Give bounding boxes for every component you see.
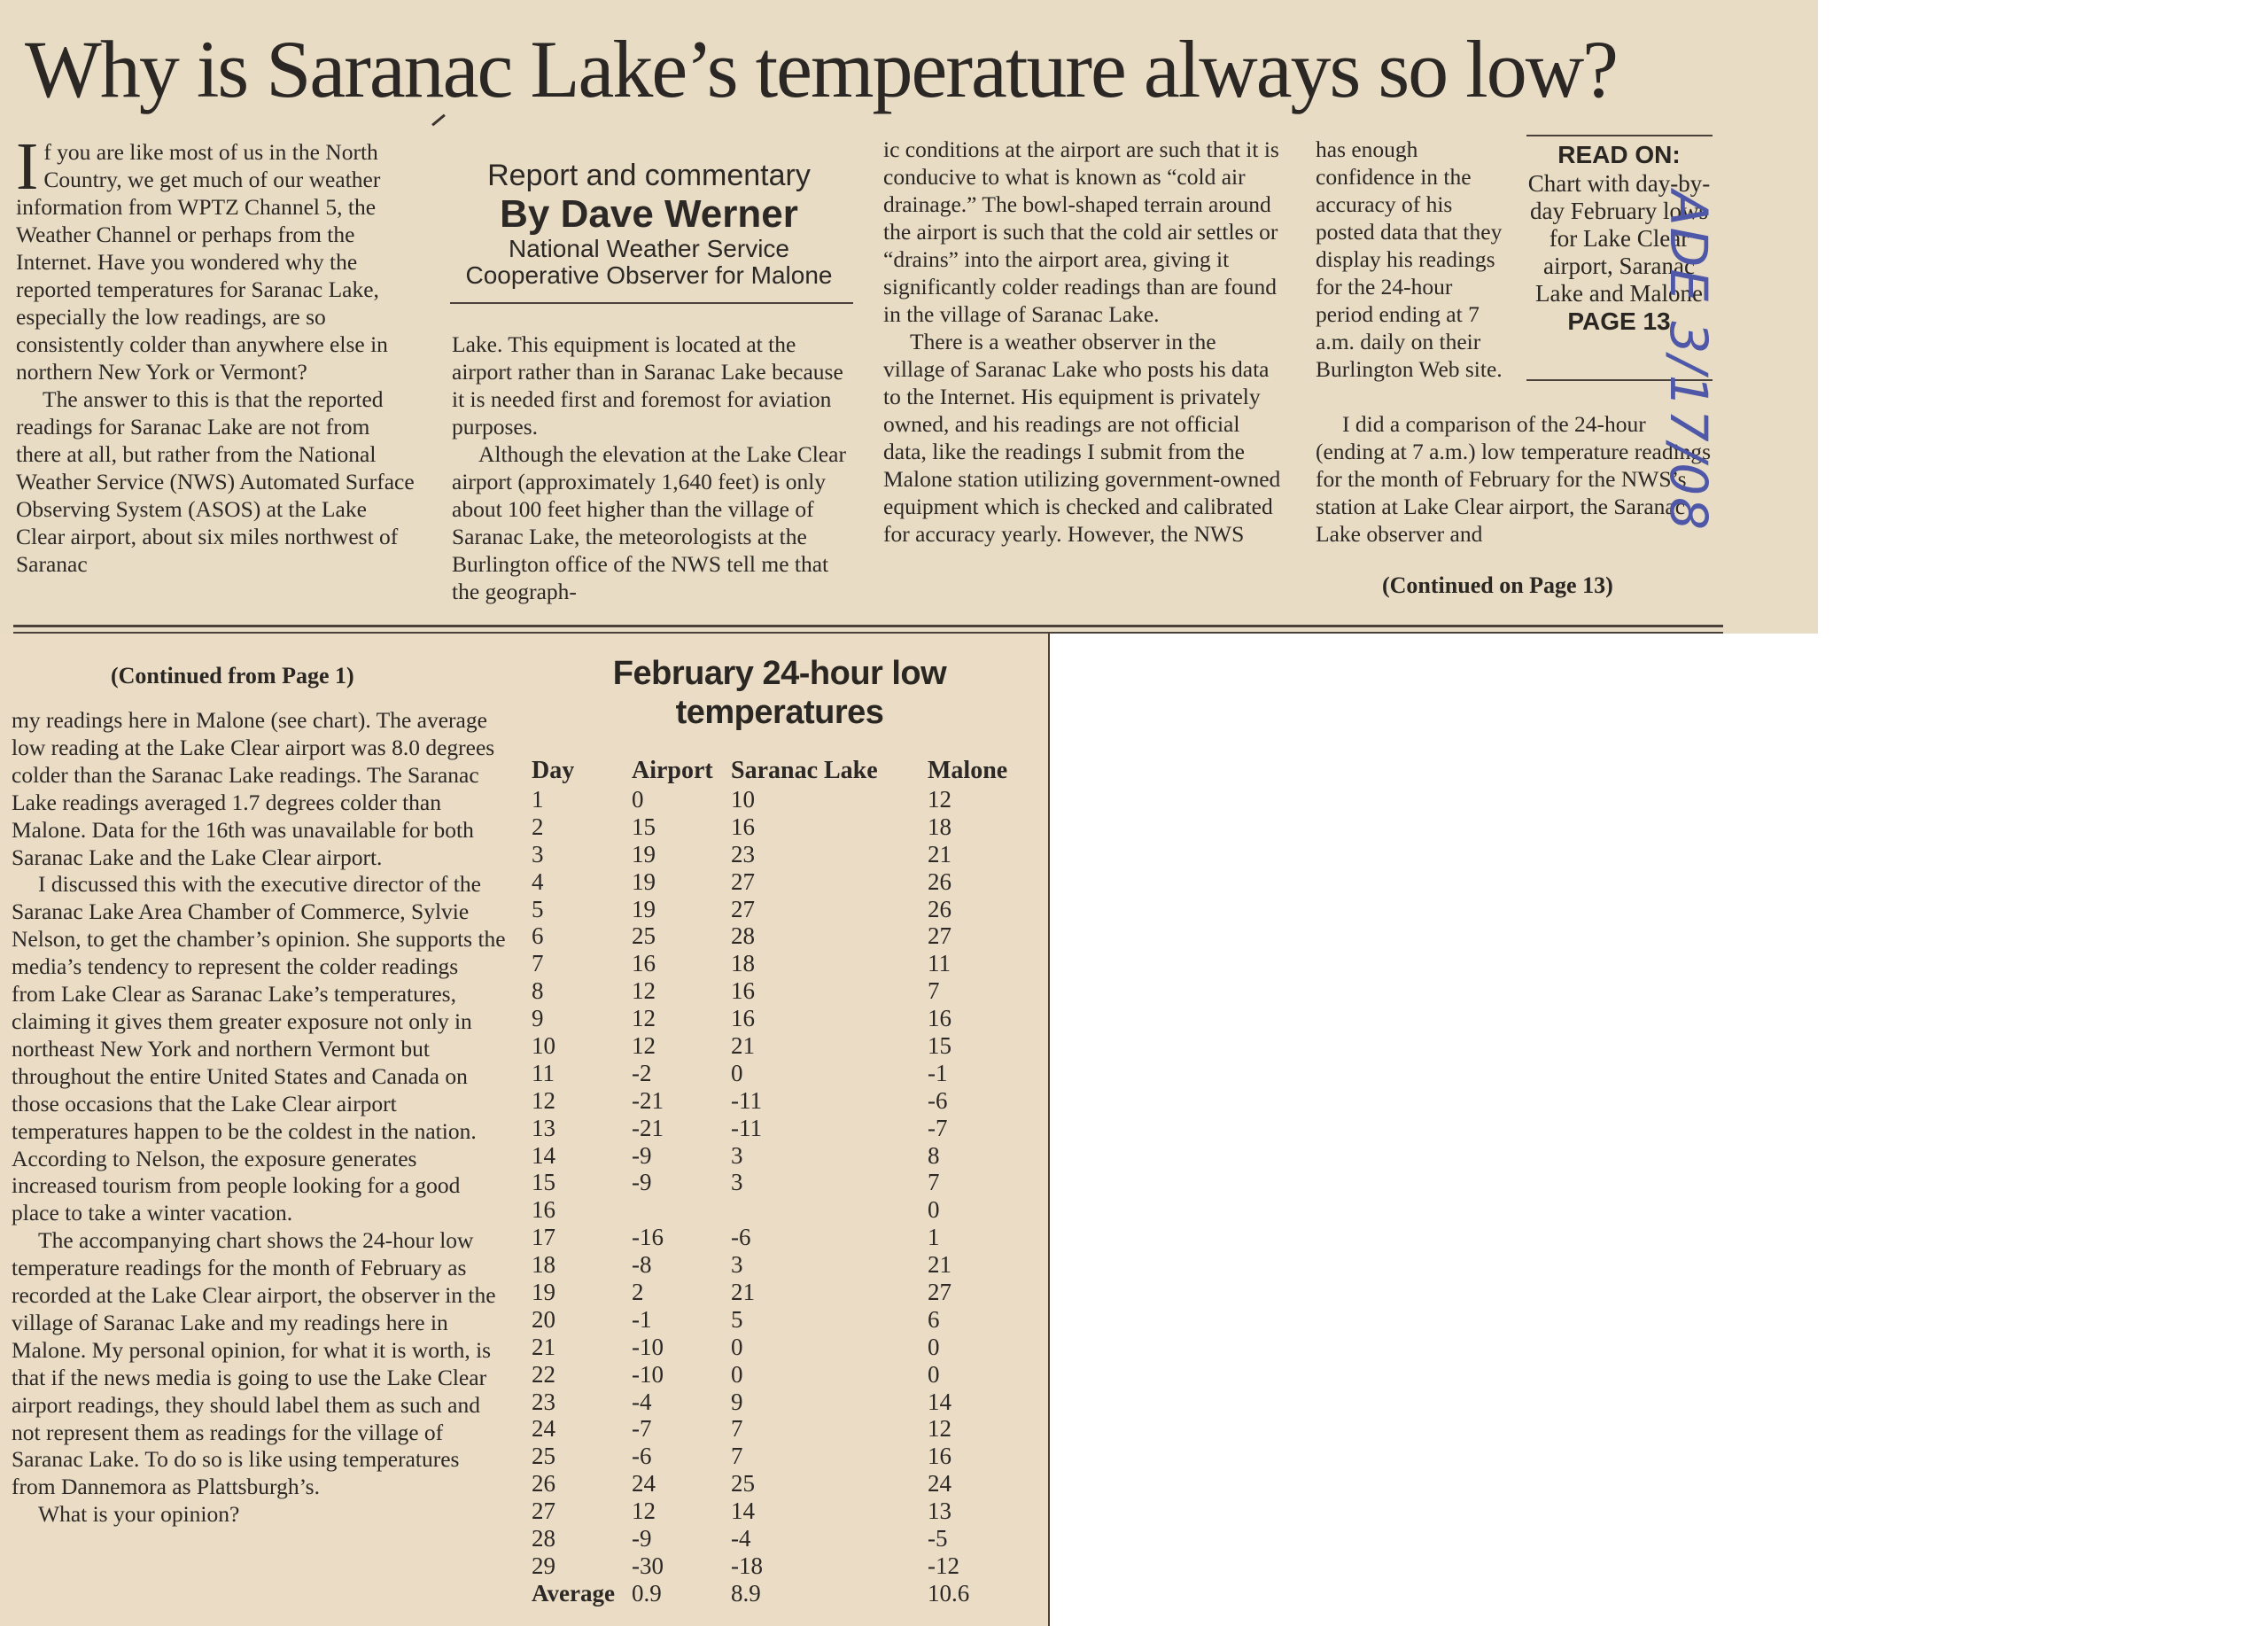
temperature-cell: 16 [928,1005,951,1032]
temperature-cell: 26 [928,895,951,922]
temperature-cell: 7 [731,1443,743,1470]
table-row [532,1032,1025,1060]
day-cell: 8 [532,977,544,1005]
paragraph [16,129,419,385]
paragraph: Lake. This equipment is located at the airport rather than in Saranac Lake because it is needed first and foremost for aviation purposes. [452,331,843,440]
temperature-cell [632,1196,731,1224]
temperature-cell: 19 [632,867,656,895]
temperature-cell: -9 [632,1525,652,1552]
day-cell: 12 [532,1086,555,1114]
table-row [532,922,1025,950]
temperature-cell: -1 [928,1059,948,1086]
temperature-cell: -4 [731,1525,751,1552]
day-cell: 6 [532,922,544,950]
day-cell: 10 [532,1032,555,1060]
temperature-cell: 16 [632,950,656,977]
temperature-cell: 21 [928,840,951,867]
temperature-cell: -6 [731,1224,751,1251]
temperature-cell: 0 [731,1059,743,1086]
table-row [532,841,1025,868]
temperature-cell: 24 [928,1470,951,1498]
temperature-cell: 16 [731,977,755,1005]
paragraph: I did a comparison of the 24-hour (ending at 7 a.m.) low temperature readings for the month of February for the NWS’s station at Lake Clear airport, the Saranac Lake observer and [1316,411,1712,547]
table-row [532,1196,1025,1224]
table-row [532,1115,1025,1142]
headline: Why is Saranac Lake’s temperature always so low? [25,24,1617,114]
day-cell: 23 [532,1388,555,1415]
table-row [532,1142,1025,1170]
temperature-cell: -12 [928,1552,959,1579]
day-cell: 28 [532,1525,555,1552]
temperature-cell: 14 [731,1498,755,1525]
table-row [532,1361,1025,1389]
temperature-cell: 16 [731,1005,755,1032]
table-row [532,1443,1025,1470]
temperature-cell: -9 [632,1141,652,1169]
day-cell: 26 [532,1470,555,1498]
temperature-cell: 1 [928,1224,940,1251]
temperature-cell: 12 [632,1498,656,1525]
table-row [532,1060,1025,1087]
temperature-cell: 3 [731,1169,743,1196]
day-cell: 1 [532,786,544,813]
temperature-cell: 5 [731,1305,743,1333]
day-cell: 16 [532,1196,555,1224]
table-row [532,813,1025,841]
temperature-cell: -6 [928,1086,948,1114]
table-row [532,950,1025,977]
temperature-cell: -21 [632,1086,664,1114]
temperature-cell: 27 [928,922,951,950]
dropcap: I [16,129,39,204]
paragraph: What is your opinion? [38,1501,240,1528]
temperature-cell: 12 [928,1415,951,1443]
temperature-cell: 0 [632,786,644,813]
temperature-cell: 23 [731,840,755,867]
paragraph: I discussed this with the executive director of the Saranac Lake Area Chamber of Commerce, Sylvie Nelson, to get the chamber’s opinion. She supports the media’s tendency to represent the colder readings from Lake Clear as Saranac Lake’s temperatures, claiming it gives them greater exposure not only in northeast New York and northern Vermont but throughout the entire United States and Canada on those occasions that the Lake Clear airport temperatures happen to be the coldest in the nation. According to Nelson, the exposure generates increased tourism from people looking for a good place to take a winter vacation. [12,871,506,1226]
temperature-cell: 10.6 [928,1579,970,1607]
temperature-cell: -2 [632,1059,652,1086]
temperature-cell: 21 [731,1032,755,1060]
temperature-cell: 9 [731,1388,743,1415]
temperature-cell: 12 [928,786,951,813]
temperature-cell: 27 [928,1279,951,1306]
day-cell: 15 [532,1169,555,1196]
column-header: Day [532,757,575,784]
read-on-page: PAGE 13 [1567,307,1671,335]
day-cell: 24 [532,1415,555,1443]
table-row [532,1552,1025,1580]
article-column-5 [12,707,508,1529]
table-row [532,1470,1025,1498]
day-cell: 25 [532,1443,555,1470]
day-cell: 18 [532,1251,555,1279]
day-cell: 14 [532,1141,555,1169]
temperature-cell [731,1196,928,1224]
table-row [532,1005,1025,1032]
temperature-cell: -9 [632,1169,652,1196]
temperature-cell: 25 [731,1470,755,1498]
average-row [532,1580,1025,1607]
average-label: Average [532,1579,615,1607]
article-column-1 [16,129,419,578]
day-cell: 13 [532,1114,555,1141]
temperature-cell: -18 [731,1552,763,1579]
temperature-cell: 18 [731,950,755,977]
table-row [532,786,1025,813]
day-cell: 19 [532,1279,555,1306]
temperature-cell: 8 [928,1141,940,1169]
temperature-cell: 7 [928,977,940,1005]
table-row [532,977,1025,1005]
column-header: Airport [632,757,713,784]
temperature-cell: 27 [731,867,755,895]
temperature-cell: 26 [928,867,951,895]
table-header-row [532,756,1025,786]
temperature-cell: 7 [731,1415,743,1443]
table-row [532,1334,1025,1361]
temperature-cell: 12 [632,977,656,1005]
temperature-cell: 14 [928,1388,951,1415]
temperature-cell: -8 [632,1251,652,1279]
read-on-heading: READ ON: [1557,141,1681,168]
temperature-cell: 12 [632,1005,656,1032]
temperature-cell: -1 [632,1305,652,1333]
temperature-cell: 0 [731,1360,743,1388]
article-column-2 [452,331,852,605]
day-cell: 27 [532,1498,555,1525]
byline-rule [450,302,853,304]
temperature-cell: 7 [928,1169,940,1196]
byline-author: By Dave Werner [500,192,798,236]
temperature-cell: 16 [928,1443,951,1470]
paragraph: The answer to this is that the reported readings for Saranac Lake are not from there at all, but rather from the National Weather Service (NWS) Automated Surface Observing System (ASOS) at the Lake Clear airport, about six miles northwest of Saranac [16,386,415,577]
table-row [532,1525,1025,1552]
paragraph: Although the elevation at the Lake Clear airport (approximately 1,640 feet) is only about 100 feet higher than the village of Saranac Lake, the meteorologists at the Burlington office of the NWS tell me that the geograph- [452,441,846,604]
temperature-cell: 15 [928,1032,951,1060]
byline [447,158,850,289]
temperature-cell: 0 [928,1333,940,1360]
temperature-cell: -4 [632,1388,652,1415]
column-divider [1048,634,1050,1626]
article-column-4 [1316,136,1512,383]
byline-role: Cooperative Observer for Malone [465,261,833,289]
table-row [532,1224,1025,1251]
temperature-cell: -10 [632,1360,664,1388]
temperature-cell: 28 [731,922,755,950]
day-cell: 9 [532,1005,544,1032]
table-row [532,1306,1025,1334]
paragraph: There is a weather observer in the village of Saranac Lake who posts his data to the Internet. His equipment is privately owned, and his readings are not official data, like the readings I submit from the Malone station utilizing government-owned equipment which is checked and calibrated for accuracy yearly. However, the NWS [883,329,1281,547]
day-cell: 21 [532,1333,555,1360]
column-header: Saranac Lake [731,757,878,784]
continued-from-note: (Continued from Page 1) [111,663,354,689]
temperature-cell: 8.9 [731,1579,761,1607]
temperature-cell: -11 [731,1086,762,1114]
temperature-cell: 0 [928,1196,940,1224]
day-cell: 5 [532,895,544,922]
temperature-cell: 0 [731,1333,743,1360]
day-cell: 7 [532,950,544,977]
temperature-cell: -7 [632,1415,652,1443]
read-on-rule-top [1526,135,1713,136]
temperature-cell: 16 [731,813,755,840]
chart-title: February 24-hour low temperatures [612,655,947,731]
table-row [532,1169,1025,1196]
temperature-cell: -16 [632,1224,664,1251]
table-row [532,1087,1025,1115]
continued-on-note: (Continued on Page 13) [1382,572,1613,598]
read-on-text: Chart with day-by-day February lows for Lake Clear airport, Saranac Lake and Malone [1527,170,1711,307]
day-cell: 17 [532,1224,555,1251]
paragraph: my readings here in Malone (see chart). The average low reading at the Lake Clear airport was 8.0 degrees colder than the Saranac Lake readings. The Saranac Lake readings averaged 1.7 degrees colder than Malone. Data for the 16th was unavailable for both Saranac Lake and the Lake Clear airport. [12,707,495,870]
temperature-cell: 15 [632,813,656,840]
temperature-cell: -5 [928,1525,948,1552]
section-divider [13,625,1723,634]
temperature-cell: 19 [632,840,656,867]
temperature-cell: 18 [928,813,951,840]
temperature-cell: -7 [928,1114,948,1141]
table-row [532,868,1025,896]
day-cell: 29 [532,1552,555,1579]
handwritten-date-note: ADE 3/17/08 [1658,191,1719,533]
temperature-cell: 21 [731,1279,755,1306]
temperature-cell: -11 [731,1114,762,1141]
day-cell: 4 [532,867,544,895]
table-row [532,896,1025,923]
table-row [532,1498,1025,1525]
article-column-3 [883,136,1282,548]
temperature-cell: -21 [632,1114,664,1141]
day-cell: 20 [532,1305,555,1333]
day-cell: 3 [532,840,544,867]
paragraph: ic conditions at the airport are such that it is conducive to what is known as “cold air drainage.” The bowl-shaped terrain around the airport is such that the cold air settles or “drains” into the airport area, giving it significantly colder readings than are found in the village of Saranac Lake. [883,136,1279,327]
temperature-cell: 0.9 [632,1579,662,1607]
day-cell: 22 [532,1360,555,1388]
table-row [532,1251,1025,1279]
temperature-cell: 0 [928,1360,940,1388]
temperature-cell: -6 [632,1443,652,1470]
paragraph: The accompanying chart shows the 24-hour low temperature readings for the month of February as recorded at the Lake Clear airport, the observer in the village of Saranac Lake and my readings here in Malone. My personal opinion, for what it is worth, is that if the news media is going to use the Lake Clear airport readings, they should label them as such and not represent them as readings for the village of Saranac Lake. To do so is like using temperatures from Dannemora as Plattsburgh’s. [12,1227,496,1500]
temperature-cell: 13 [928,1498,951,1525]
temperature-cell: 3 [731,1141,743,1169]
temperature-cell: 10 [731,786,755,813]
day-cell: 2 [532,813,544,840]
temperature-cell: -10 [632,1333,664,1360]
table-row [532,1389,1025,1416]
table-row [532,1279,1025,1306]
paragraph-text: f you are like most of us in the North Country, we get much of our weather information from WPTZ Channel 5, the Weather Channel or perhaps from the Internet. Have you wondered why the reported temperatures for Saranac Lake, especially the low readings, are so consistently colder than anywhere else in northern New York or Vermont? [16,139,388,385]
paragraph: has enough confidence in the accuracy of his posted data that they display his readings for the 24-hour period ending at 7 a.m. daily on their Burlington Web site. [1316,136,1503,382]
temperature-cell: 25 [632,922,656,950]
temperature-cell: 19 [632,895,656,922]
day-cell: 11 [532,1059,555,1086]
temperature-cell: -30 [632,1552,664,1579]
table-row [532,1415,1025,1443]
temperature-cell: 12 [632,1032,656,1060]
temperature-table [532,756,1025,1607]
temperature-cell: 6 [928,1305,940,1333]
temperature-cell: 24 [632,1470,656,1498]
byline-role: National Weather Service [509,235,789,262]
temperature-cell: 11 [928,950,951,977]
temperature-cell: 3 [731,1251,743,1279]
column-header: Malone [928,757,1008,784]
temperature-cell: 2 [632,1279,644,1306]
temperature-cell: 27 [731,895,755,922]
byline-kicker: Report and commentary [487,159,811,192]
temperature-cell: 21 [928,1251,951,1279]
